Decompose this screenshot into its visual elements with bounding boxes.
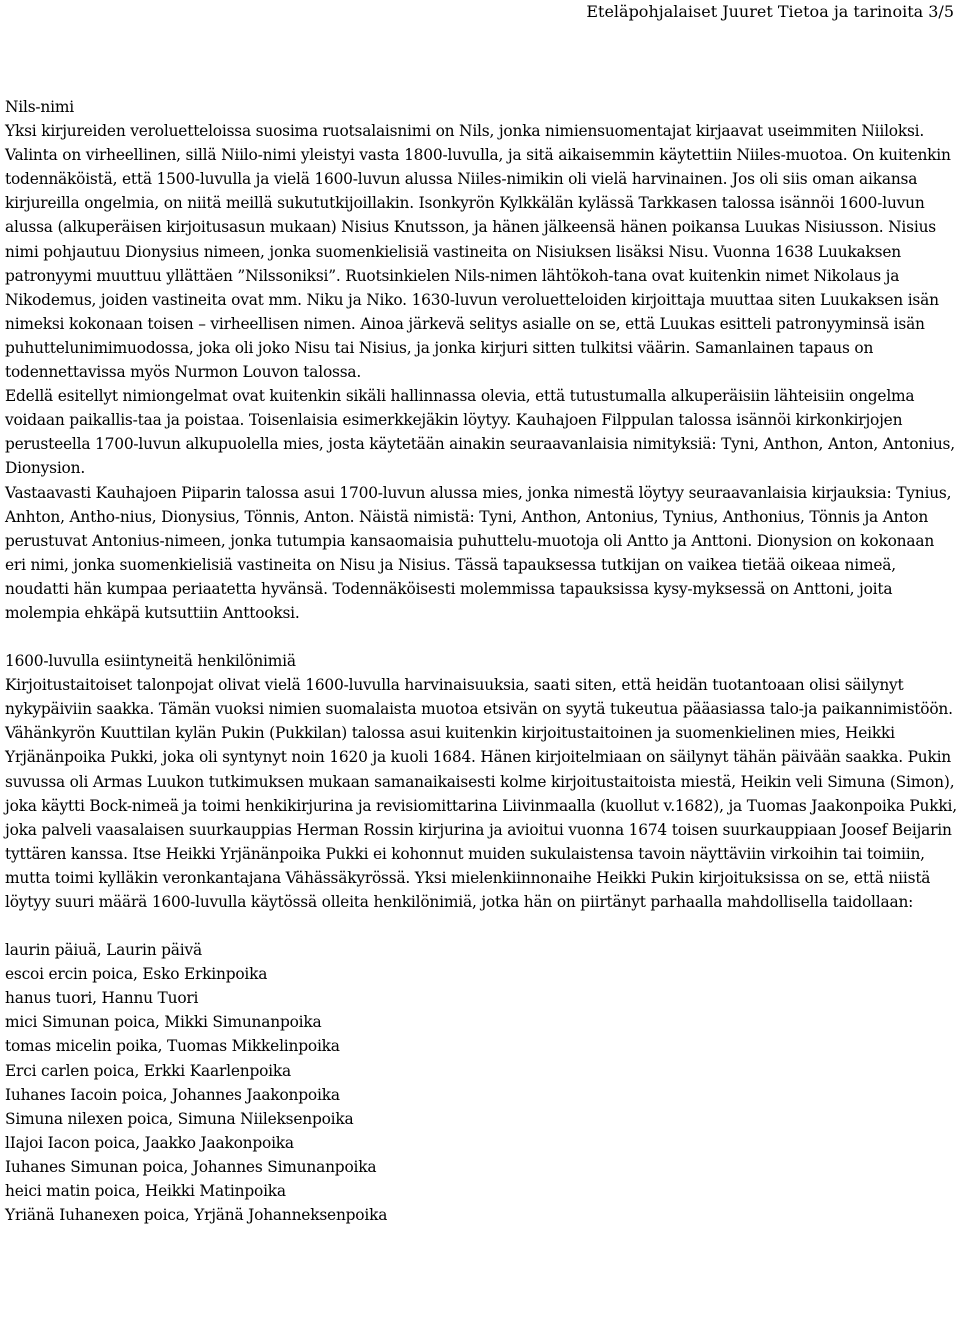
list-item: Erci carlen poica, Erkki Kaarlenpoika [5,1061,291,1080]
document-body [5,95,957,1227]
list-item: laurin päiuä, Laurin päivä [5,941,202,960]
list-item: Iuhanes Simunan poica, Johannes Simunanpoika [5,1157,377,1176]
list-item: Yriänä Iuhanexen poica, Yrjänä Johanneksenpoika [5,1206,388,1225]
list-item: Iuhanes Iacoin poica, Johannes Jaakonpoika [5,1085,340,1104]
list-item: hanus tuori, Hannu Tuori [5,989,199,1008]
page-header [586,0,954,24]
list-item: mici Simunan poica, Mikki Simunanpoika [5,1013,322,1032]
list-item: lIajoi Iacon poica, Jaakko Jaakonpoika [5,1133,294,1152]
section-heading-nils: Nils-nimi [5,98,74,116]
paragraph-nils: Yksi kirjureiden veroluetteloissa suosima ruotsalaisnimi on Nils, jonka nimiensuomentajat kirjaavat useimmiten Niiloksi. Valinta on virheellinen, sillä Niilo-nimi yleistyi vasta 1800-luvulla, ja sitä aikaisemmin käytettiin Niiles-muotoa. On kuitenkin todennäköistä, että 1500-luvulla ja vielä 1600-luvun alussa Niiles-nimikin oli vielä harvinainen. Jos oli siis oman aikansa kirjureilla ongelmia, on niitä meillä sukututkijoillakin. Isonkyrön Kylkkälän kylässä Tarkkasen talossa isännöi 1600-luvun alussa (alkuperäisen kirjoitusasun mukaan) Nisius Knutsson, ja hänen jälkeensä hänen poikansa Luukas Nisiusson. Nisius nimi pohjautuu Dionysius nimeen, jonka suomenkielisiä vastineita on Nisiuksen lisäksi Nisu. Vuonna 1638 Luukaksen patronyymi muuttuu yllättäen ”Nilssoniksi”. Ruotsinkielen Nils-nimen lähtökoh-tana ovat kuitenkin nimet Nikolaus ja Nikodemus, joiden vastineita ovat mm. Niku ja Niko. 1630-luvun veroluetteloiden kirjoittaja muuttaa siten Luukaksen isän nimeksi kokonaan toisen – virheellisen nimen. Ainoa järkevä selitys asialle on se, että Luukas esitteli patronyyminsä isän puhuttelunimimuodossa, joka oli joko Nisu tai Nisius, ja jonka kirjuri sitten tulkitsi väärin. Samanlainen tapaus on todennettavissa myös Nurmon Louvon talossa. [5,122,951,382]
name-list [5,938,957,1227]
list-item: Simuna nilexen poica, Simuna Niileksenpoika [5,1109,354,1128]
paragraph-name-problems: Edellä esitellyt nimiongelmat ovat kuitenkin sikäli hallinnassa olevia, että tutustumalla alkuperäisiin lähteisiin ongelma voidaan paikallis-taa ja poistaa. Toisenlaisia esimerkkejäkin löytyy. Kauhajoen Filppulan talossa isännöi kirkonkirjojen perusteella 1700-luvun alkupuolella mies, josta käytetään ainakin seuraavanlaisia nimityksiä: Tyni, Anthon, Anton, Antonius, Dionysion. [5,387,955,478]
section-heading-names-1600: 1600-luvulla esiintyneitä henkilönimiä [5,652,296,671]
list-item: tomas micelin poika, Tuomas Mikkelinpoika [5,1037,340,1056]
header-title: Eteläpohjalaiset Juuret Tietoa ja tarinoita 3/5 [586,2,954,21]
paragraph-names-1600: Kirjoitustaitoiset talonpojat olivat vielä 1600-luvulla harvinaisuuksia, saati siten, että heidän tuotantoaan olisi säilynyt nykypäiviin saakka. Tämän vuoksi nimien suomalaista muotoa etsivän on syytä tukeutua pääasiassa talo-ja paikannimistöön. Vähänkyrön Kuuttilan kylän Pukin (Pukkilan) talossa asui kuitenkin kirjoitustaitoinen ja suomenkielinen mies, Heikki Yrjänänpoika Pukki, joka oli syntynyt noin 1620 ja kuoli 1684. Hänen kirjoitelmiaan on säilynyt tähän päivään saakka. Pukin suvussa oli Armas Luukon tutkimuksen mukaan samanaikaisesti kolme kirjoitustaitoista miestä, Heikin veli Simuna (Simon), joka käytti Bock-nimeä ja toimi henkikirjurina ja revisiomittarina Liivinmaalla (kuollut v.1682), ja Tuomas Jaakonpoika Pukki, joka palveli vaasalaisen suurkauppias Herman Rossin kirjurina ja avioitui vuonna 1674 toisen suurkauppiaan Joosef Beijarin tyttären kanssa. Itse Heikki Yrjänänpoika Pukki ei kohonnut muiden sukulaistensa tavoin näyttäviin virkoihin tai toimiin, mutta toimi kylläkin veronkantajana Vähässäkyrössä. Yksi mielenkiinnonaihe Heikki Pukin kirjoituksissa on se, että niistä löytyy suuri määrä 1600-luvulla käytössä olleita henkilönimiä, jotka hän on piirtänyt parhaalla mahdollisella taidollaan: [5,676,957,911]
list-item: heici matin poica, Heikki Matinpoika [5,1182,286,1201]
list-item: escoi ercin poica, Esko Erkinpoika [5,965,268,984]
paragraph-piipari: Vastaavasti Kauhajoen Piiparin talossa asui 1700-luvun alussa mies, jonka nimestä löytyy seuraavanlaisia kirjauksia: Tynius, Anhton, Antho-nius, Dionysius, Tönnis, Anton. Näistä nimistä: Tyni, Anthon, Antonius, Tynius, Anthonius, Tönnis ja Anton perustuvat Antonius-nimeen, jonka tutumpia kansaomaisia puhuttelu-muotoja oli Antto ja Anttoni. Dionysion on kokonaan eri nimi, jonka suomenkielisiä vastineita on Nisu ja Nisius. Tässä tapauksessa tutkijan on vaikea tietää oikeaa nimeä, noudatti hän kumpaa periaatetta hyvänsä. Todennäköisesti molemmissa tapauksissa kysy-myksessä on Anttoni, joita molempia ehkäpä kutsuttiin Anttooksi. [5,483,952,622]
